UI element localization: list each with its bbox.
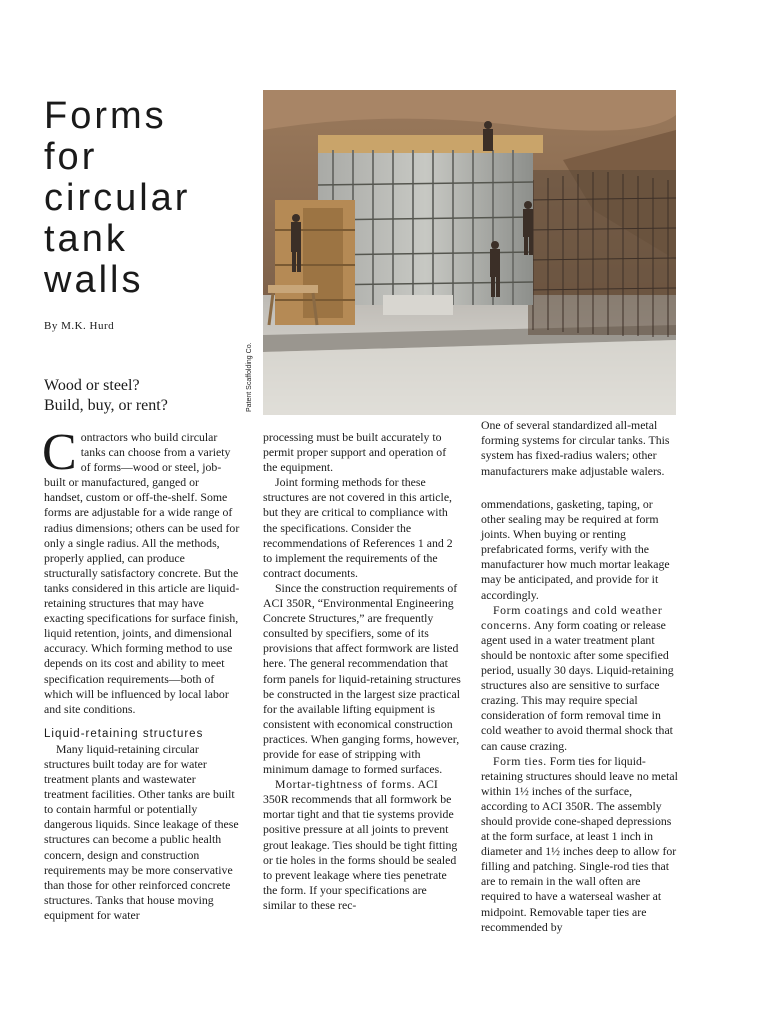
intro-paragraph bbox=[42, 424, 240, 717]
body-paragraph: Joint forming methods for these structures are not covered in this article, but they are critical to compliance with the specifications. Consider the recommendations of References 1 and 2 to implement the requirements of the contract documents. bbox=[263, 475, 453, 580]
article-title bbox=[44, 96, 254, 301]
body-paragraph bbox=[263, 777, 461, 913]
body-paragraph: Since the construction requirements of ACI 350R, “Environmental Engineering Concrete Structures,” are frequently consulted by specifiers, some of its provisions that affect formwork are listed here. The general recommendation that form panels for liquid-retaining structures be constructed in the largest size practical for the available lifting equipment is consistent with economical construction practices. When ganging forms, however, provide for ease of stripping with minimum damage to formed surfaces. bbox=[263, 580, 461, 777]
runin-text: Any form coating or release agent used in a water treatment plant should be nontoxic after some specified period, usually 30 days. Liquid-retaining structures also are sensitive to surface crazing. This may require special consideration of form removal time in cold weather to avoid thermal shock that can cause crazing. bbox=[481, 617, 674, 753]
title-line: tank bbox=[44, 218, 128, 260]
runin-heading: Form ties. bbox=[493, 753, 547, 768]
body-paragraph: Many liquid-retaining circular structures built today are for water treatment plants and wastewater treatment facilities. Other tanks are built to contain harmful or potentially dangerous liquids. Since leakage of these structures can become a public health concern, design and construction requirements may be more conservative than those for other reinforced concrete structures. Tanks that house moving equipment for water bbox=[44, 741, 239, 922]
deck-line: Build, buy, or rent? bbox=[44, 397, 168, 414]
intro-text: ontractors who build circular tanks can choose from a variety of forms—wood or steel, job-built or manufactured, ganged or handset, custom or off-the-shelf. Some forms are adjustable for a wide range of radius dimensions; others can be used for only a single radius. All the methods, properly applied, can produce structurally satisfactory concrete. But the tanks considered in this article are liquid-retaining structures that may have exacting specifications for surface finish, liquid retention, joints, and dimensional accuracy. Which forming method to use depends on its cost and ability to meet specification requirements—both of which will be influenced by local labor and site conditions. bbox=[44, 430, 240, 716]
text-column-1 bbox=[42, 424, 240, 923]
byline: By M.K. Hurd bbox=[44, 320, 115, 332]
body-paragraph bbox=[481, 603, 679, 754]
photo-credit: Patent Scaffolding Co. bbox=[246, 342, 253, 412]
title-line: Forms bbox=[44, 95, 167, 137]
text-column-3 bbox=[481, 497, 679, 935]
photo-caption: One of several standardized all-metal forming systems for circular tanks. This system has fixed-radius walers; other manufacturers make adjustable walers. bbox=[481, 418, 670, 478]
article-deck bbox=[44, 376, 244, 416]
body-paragraph: ommendations, gasketing, taping, or other sealing may be required at form joints. When buying or renting prefabricated forms, verify with the manufacturer how much mortar leakage may be anticipated, and provide for it accordingly. bbox=[481, 497, 670, 602]
deck-line: Wood or steel? bbox=[44, 377, 140, 394]
construction-photo bbox=[263, 90, 676, 415]
runin-text: ACI 350R recommends that all formwork be mortar tight and that tie systems provide positive pressure at all joints to prevent grout leakage. Ties should be tight fitting or tie holes in the forms should be sealed to prevent leakage where ties penetrate the form. If your specifications are similar to these rec- bbox=[263, 777, 458, 912]
subhead-liquid-retaining: Liquid-retaining structures bbox=[44, 727, 204, 740]
title-line: circular bbox=[44, 177, 191, 219]
runin-heading: Mortar-tightness of forms. bbox=[275, 777, 416, 792]
body-paragraph: processing must be built accurately to permit proper support and operation of the equipment. bbox=[263, 430, 447, 475]
body-paragraph bbox=[481, 754, 679, 935]
drop-cap: C bbox=[42, 424, 77, 481]
title-line: for bbox=[44, 136, 98, 178]
text-column-2 bbox=[263, 430, 461, 913]
runin-text: Form ties for liquid-retaining structures should leave no metal within 1½ inches of the surface, according to ACI 350R. The assembly should provide cone-shaped depressions at the form surface, at least 1 inch in diameter and 1½ inches deep to allow for filling and patching. Single-rod ties that are to remain in the wall often are required to have a waterseal washer at midpoint. Removable taper ties are recommended by bbox=[481, 753, 678, 934]
runin-heading: Form coatings and cold weather concerns. bbox=[481, 602, 663, 632]
title-line: walls bbox=[44, 259, 144, 301]
